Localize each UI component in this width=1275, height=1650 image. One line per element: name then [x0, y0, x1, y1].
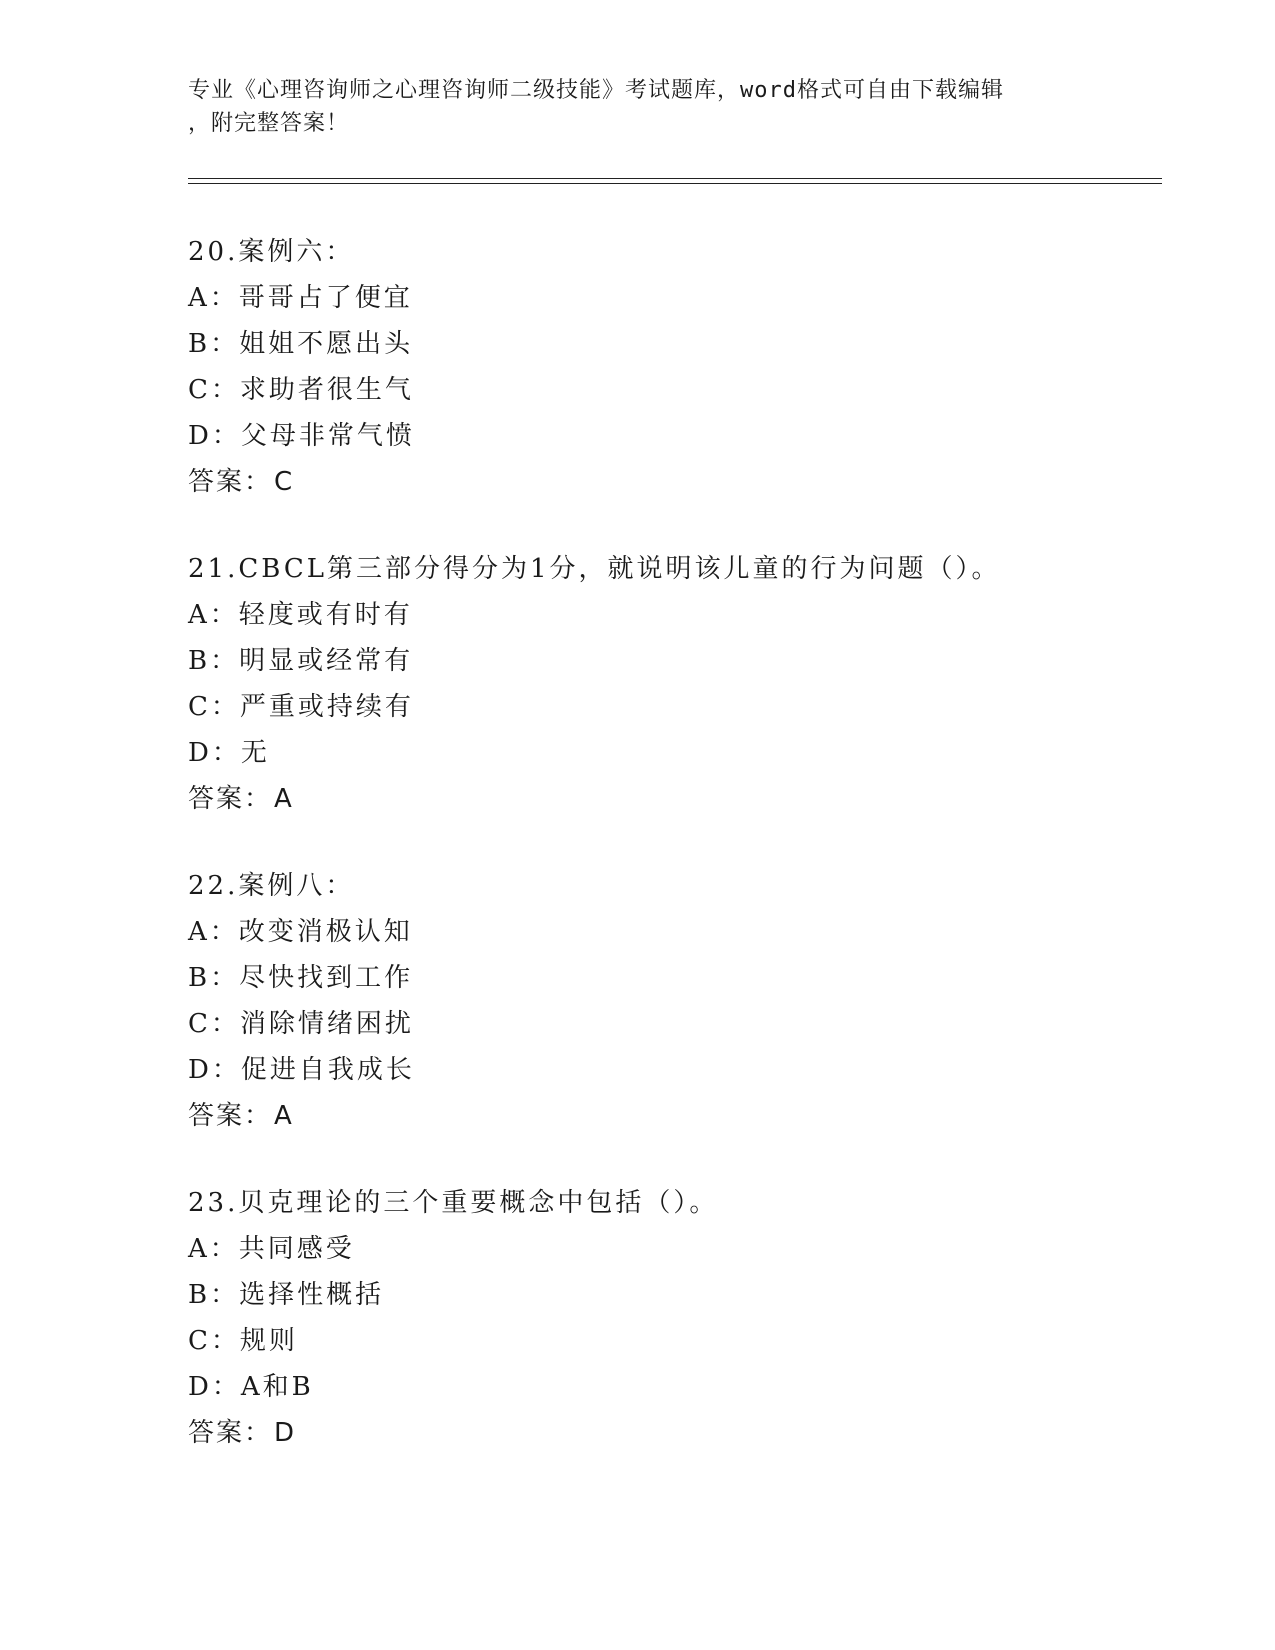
answer-line	[188, 776, 1148, 822]
option-b: B：姐姐不愿出头	[188, 329, 414, 359]
answer-label: 答案：	[188, 1418, 273, 1448]
option-a: A：轻度或有时有	[188, 600, 413, 630]
question-block	[188, 229, 1148, 505]
question-title: 23.贝克理论的三个重要概念中包括（）。	[188, 1188, 719, 1218]
question-block	[188, 546, 1148, 822]
question-title: 21.CBCL第三部分得分为1分，就说明该儿童的行为问题（）。	[188, 554, 1001, 584]
answer-line	[188, 459, 1148, 505]
option-c: C：严重或持续有	[188, 692, 414, 722]
answer-value: D	[274, 1418, 297, 1448]
answer-label: 答案：	[188, 1101, 273, 1131]
answer-value: C	[274, 467, 295, 497]
option-c: C：求助者很生气	[188, 375, 414, 405]
answer-value: A	[274, 1101, 294, 1131]
question-title: 20.案例六：	[188, 237, 355, 267]
option-c: C：规则	[188, 1326, 298, 1356]
header-divider-top	[188, 178, 1162, 179]
question-title: 22.案例八：	[188, 871, 355, 901]
option-b: B：明显或经常有	[188, 646, 414, 676]
header-divider-bottom	[188, 183, 1162, 184]
option-c: C：消除情绪困扰	[188, 1009, 414, 1039]
answer-label: 答案：	[188, 784, 273, 814]
header-line-1: 专业《心理咨询师之心理咨询师二级技能》考试题库，word格式可自由下载编辑	[188, 78, 1004, 103]
option-a: A：共同感受	[188, 1234, 355, 1264]
answer-line	[188, 1410, 1148, 1456]
document-header	[188, 74, 1088, 140]
answer-line	[188, 1093, 1148, 1139]
option-b: B：选择性概括	[188, 1280, 385, 1310]
option-a: A：改变消极认知	[188, 917, 413, 947]
option-a: A：哥哥占了便宜	[188, 283, 413, 313]
option-d: D：父母非常气愤	[188, 421, 415, 451]
header-line-2: ，附完整答案！	[188, 111, 350, 136]
answer-value: A	[274, 784, 294, 814]
option-d: D：促进自我成长	[188, 1055, 415, 1085]
question-block	[188, 1180, 1148, 1456]
answer-label: 答案：	[188, 467, 273, 497]
option-d: D：A和B	[188, 1372, 314, 1402]
option-b: B：尽快找到工作	[188, 963, 414, 993]
question-block	[188, 863, 1148, 1139]
option-d: D：无	[188, 738, 270, 768]
